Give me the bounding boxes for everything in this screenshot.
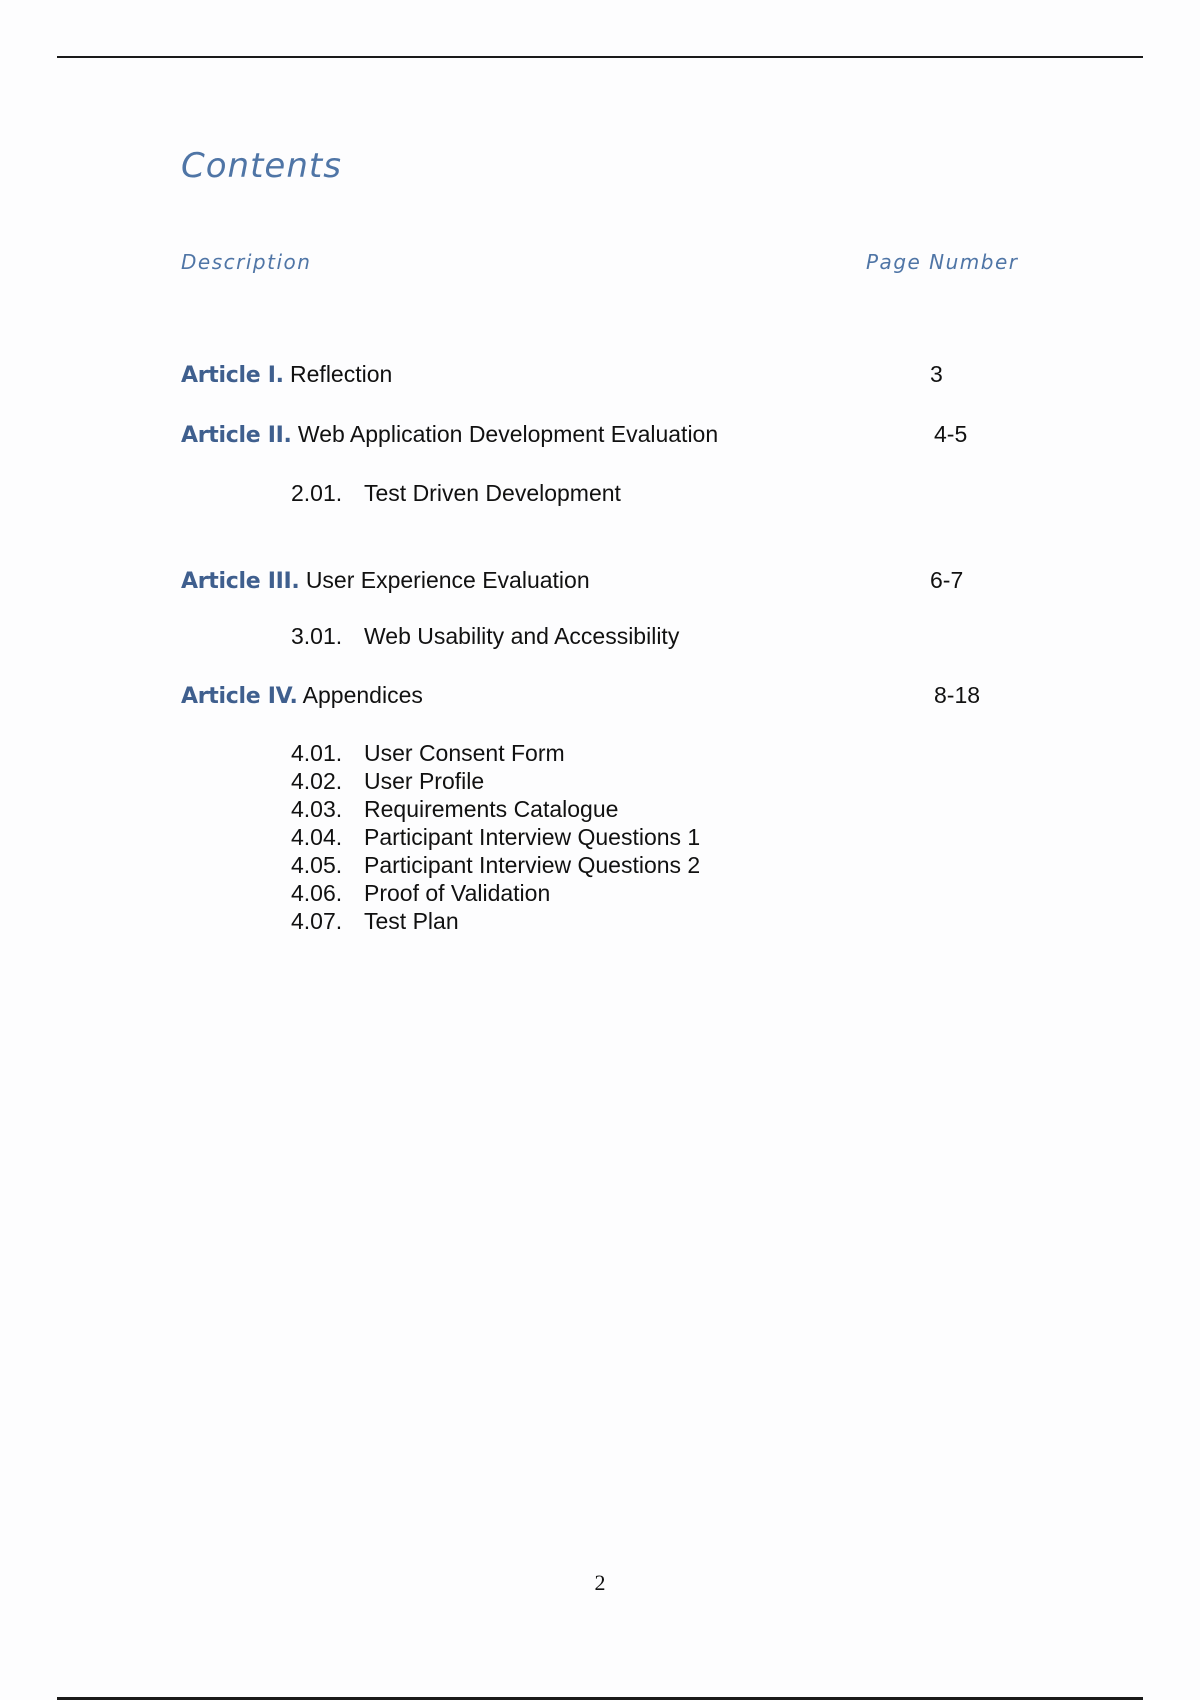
subsection-title: Test Plan — [364, 908, 459, 934]
subsection-title: User Profile — [364, 768, 485, 794]
toc-subsection-4-02[interactable] — [291, 767, 700, 795]
subsection-title: Requirements Catalogue — [364, 796, 619, 822]
toc-subsection-2-01[interactable] — [291, 479, 621, 507]
article-label: Article I. — [181, 363, 284, 388]
subsection-title: Proof of Validation — [364, 880, 551, 906]
page-number-column-header: Page Number — [866, 250, 1019, 274]
subsection-title: Participant Interview Questions 2 — [364, 852, 701, 878]
toc-subsection-4-01[interactable] — [291, 739, 700, 767]
subsection-number: 4.01. — [291, 740, 343, 766]
toc-subsection-4-07[interactable] — [291, 907, 700, 935]
subsection-title: Web Usability and Accessibility — [364, 623, 680, 649]
subsection-number: 4.03. — [291, 796, 343, 822]
description-column-header: Description — [181, 250, 312, 274]
toc-subsection-4-06[interactable] — [291, 879, 700, 907]
toc-article-4-pages: 8-18 — [934, 682, 981, 708]
toc-article-2[interactable] — [181, 420, 718, 450]
subsection-number: 4.07. — [291, 908, 343, 934]
article-label: Article IV. — [181, 684, 298, 709]
toc-subsection-4-05[interactable] — [291, 851, 700, 879]
subsection-number: 2.01. — [291, 480, 343, 506]
toc-article-3-pages: 6-7 — [930, 567, 964, 593]
subsection-title: User Consent Form — [364, 740, 565, 766]
article-title: Web Application Development Evaluation — [297, 421, 719, 447]
toc-subsection-3-01[interactable] — [291, 622, 679, 650]
toc-subsection-4-04[interactable] — [291, 823, 700, 851]
subsection-number: 4.05. — [291, 852, 343, 878]
toc-article-3[interactable] — [181, 566, 590, 596]
article-label: Article III. — [181, 569, 300, 594]
article-label: Article II. — [181, 423, 292, 448]
toc-subsection-4-03[interactable] — [291, 795, 700, 823]
article-title: Appendices — [302, 682, 423, 708]
subsection-number: 4.06. — [291, 880, 343, 906]
article-title: Reflection — [290, 361, 393, 387]
toc-article-1[interactable] — [181, 360, 392, 390]
subsection-title: Test Driven Development — [364, 480, 621, 506]
toc-article-4[interactable] — [181, 681, 423, 711]
toc-article-2-pages: 4-5 — [934, 421, 968, 447]
subsection-number: 4.02. — [291, 768, 343, 794]
subsection-number: 4.04. — [291, 824, 343, 850]
footer-page-number: 2 — [594, 1570, 606, 1595]
toc-article-1-pages: 3 — [930, 361, 943, 387]
subsection-number: 3.01. — [291, 623, 343, 649]
header-rule — [57, 56, 1143, 58]
article-title: User Experience Evaluation — [305, 567, 590, 593]
subsection-title: Participant Interview Questions 1 — [364, 824, 701, 850]
appendices-subsection-list — [291, 739, 700, 935]
contents-heading: Contents — [181, 146, 342, 186]
